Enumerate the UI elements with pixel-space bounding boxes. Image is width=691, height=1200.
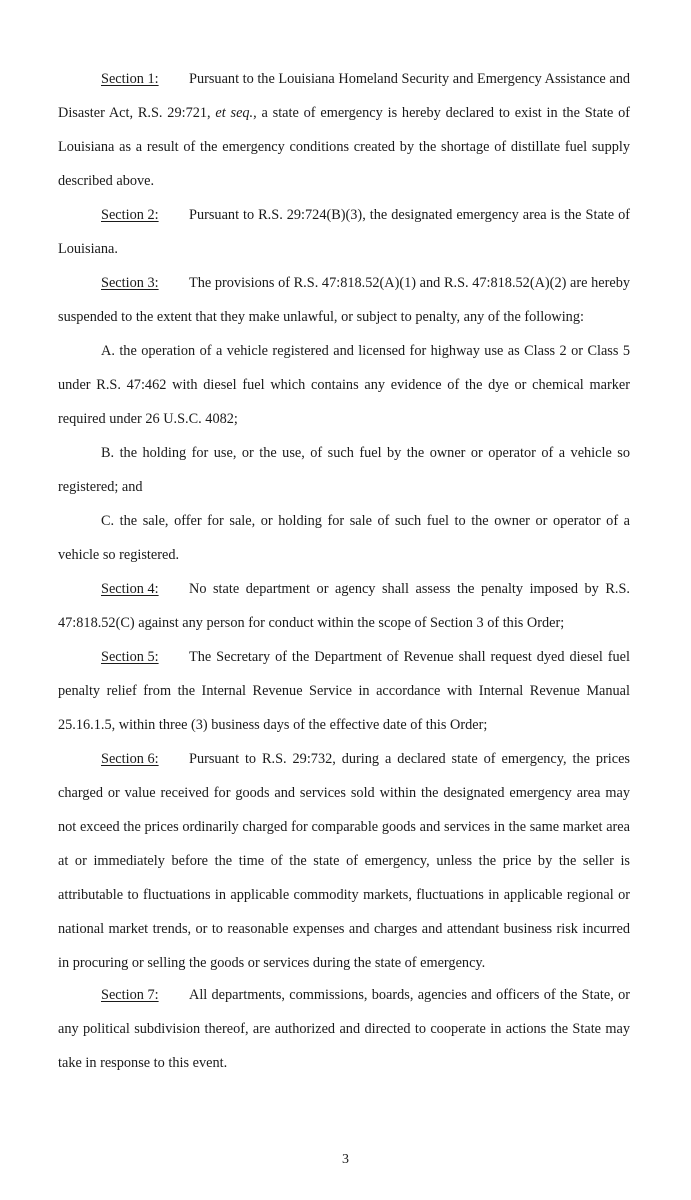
- section-1-heading: Section 1:: [101, 71, 159, 87]
- section-5-heading: Section 5:: [101, 649, 159, 665]
- section-3-heading: Section 3:: [101, 275, 159, 291]
- section-5-paragraph: [58, 640, 630, 742]
- section-1-text-a: Pursuant to the Louisiana Homeland Security and Emergency Assistance and Disaster Act, R.S. 29:721,: [58, 71, 630, 121]
- section-2-text: Pursuant to R.S. 29:724(B)(3), the designated emergency area is the State of Louisiana.: [58, 207, 630, 257]
- section-6-text: Pursuant to R.S. 29:732, during a declared state of emergency, the prices charged or value received for goods and services sold within the designated emergency area may not exceed the prices ordinarily charged for comparable goods and services in the same market area at or immediately before the time of the state of emergency, unless the price by the seller is attributable to fluctuations in applicable commodity markets, fluctuations in applicable regional or national market trends, or to reasonable expenses and charges and attendant business risk incurred in procuring or selling the goods or services during the state of emergency.: [58, 751, 630, 971]
- section-3-paragraph: [58, 266, 630, 334]
- section-1-text-b: , a state of emergency is hereby declared to exist in the State of Louisiana as a result of the emergency conditions created by the shortage of distillate fuel supply described above.: [58, 105, 631, 189]
- subitem-a: A. the operation of a vehicle registered and licensed for highway use as Class 2 or Class 5 under R.S. 47:462 with diesel fuel which contains any evidence of the dye or chemical marker required under 26 U.S.C. 4082;: [58, 343, 630, 427]
- section-7-text: All departments, commissions, boards, agencies and officers of the State, or any political subdivision thereof, are authorized and directed to cooperate in actions the State may take in response to this event.: [58, 987, 630, 1071]
- section-5-text: The Secretary of the Department of Revenue shall request dyed diesel fuel penalty relief from the Internal Revenue Service in accordance with Internal Revenue Manual 25.16.1.5, within three (3) business days of the effective date of this Order;: [58, 649, 630, 733]
- section-1-italic: et seq.: [215, 105, 254, 121]
- section-4-heading: Section 4:: [101, 581, 159, 597]
- section-6-heading: Section 6:: [101, 751, 159, 767]
- subitem-b: B. the holding for use, or the use, of such fuel by the owner or operator of a vehicle so registered; and: [58, 445, 630, 495]
- section-1-paragraph: [58, 62, 630, 198]
- section-2-paragraph: [58, 198, 630, 266]
- section-2-heading: Section 2:: [101, 207, 159, 223]
- section-7-heading: Section 7:: [101, 987, 159, 1003]
- section-7-paragraph: [58, 978, 630, 1080]
- section-4-paragraph: [58, 572, 630, 640]
- section-4-text: No state department or agency shall assess the penalty imposed by R.S. 47:818.52(C) against any person for conduct within the scope of Section 3 of this Order;: [58, 581, 630, 631]
- subitem-c: C. the sale, offer for sale, or holding for sale of such fuel to the owner or operator of a vehicle so registered.: [58, 513, 630, 563]
- page-number: 3: [342, 1152, 349, 1167]
- section-3-text: The provisions of R.S. 47:818.52(A)(1) and R.S. 47:818.52(A)(2) are hereby suspended to the extent that they make unlawful, or subject to penalty, any of the following:: [58, 275, 630, 325]
- section-6-paragraph: [58, 742, 630, 980]
